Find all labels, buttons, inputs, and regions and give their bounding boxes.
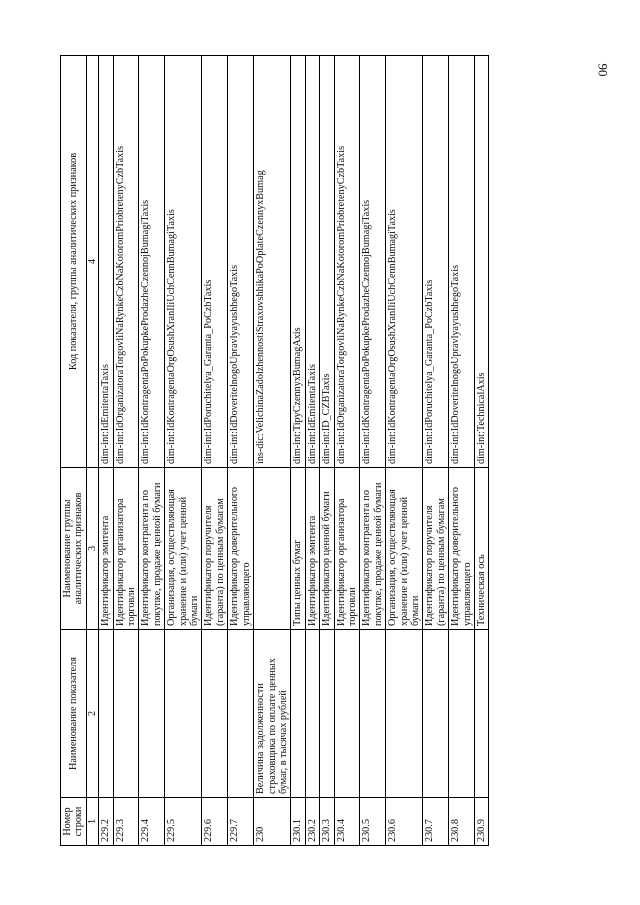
- cell-code: dim-int:IdDoveritelnogoUpravlyayushhegoTaxis: [449, 56, 475, 468]
- rotated-page-content: [60, 56, 585, 846]
- cell-row-number: 230.9: [475, 798, 489, 846]
- cell-indicator-name: [334, 630, 360, 798]
- header-row-number: Номер строки: [61, 798, 87, 846]
- cell-group-name: Идентификатор организатора торговли: [334, 468, 360, 630]
- cell-row-number: 229.5: [165, 798, 202, 846]
- table-row: [320, 56, 334, 846]
- table-row: [228, 56, 254, 846]
- cell-indicator-name: [165, 630, 202, 798]
- indicators-table: [60, 55, 489, 846]
- table-row: [423, 56, 449, 846]
- cell-group-name: Техническая ось: [475, 468, 489, 630]
- cell-group-name: Идентификатор доверительного управляющего: [449, 468, 475, 630]
- cell-indicator-name: [139, 630, 165, 798]
- cell-row-number: 229.6: [202, 798, 228, 846]
- cell-group-name: Организация, осуществляющая хранение и (или) учет ценной бумаги: [386, 468, 423, 630]
- cell-indicator-name: [202, 630, 228, 798]
- table-header-row: [61, 56, 87, 846]
- table-row: [475, 56, 489, 846]
- cell-code: dim-int:IdOrganizatoraTorgovliNaRynkeCzbNaKotoromPriobretenyCzbTaxis: [334, 56, 360, 468]
- cell-row-number: 230.6: [386, 798, 423, 846]
- cell-group-name: Идентификатор ценной бумаги: [320, 468, 334, 630]
- cell-code: dim-int:TechnicalAxis: [475, 56, 489, 468]
- cell-indicator-name: [320, 630, 334, 798]
- table-row: [449, 56, 475, 846]
- cell-row-number: 229.2: [99, 798, 113, 846]
- column-number: 2: [86, 630, 98, 798]
- table-row: [291, 56, 305, 846]
- cell-group-name: [254, 468, 291, 630]
- cell-row-number: 230.1: [291, 798, 305, 846]
- column-number: 4: [86, 56, 98, 468]
- cell-indicator-name: [386, 630, 423, 798]
- column-number: 3: [86, 468, 98, 630]
- cell-code: dim-int:IdKontragentaPoPokupkeProdazheCzennojBumagiTaxis: [139, 56, 165, 468]
- cell-group-name: Типы ценных бумаг: [291, 468, 305, 630]
- cell-code: dim-int:IdDoveritelnogoUpravlyayushhegoTaxis: [228, 56, 254, 468]
- cell-row-number: 229.4: [139, 798, 165, 846]
- header-code: Код показателя, группы аналитических признаков: [61, 56, 87, 468]
- cell-group-name: Идентификатор организатора торговли: [113, 468, 139, 630]
- cell-code: dim-int:IdKontragentaOrgOsushXranIliUchCennBumagiTaxis: [165, 56, 202, 468]
- cell-group-name: Идентификатор эмитента: [305, 468, 319, 630]
- cell-group-name: Идентификатор доверительного управляющего: [228, 468, 254, 630]
- table-row: [386, 56, 423, 846]
- cell-row-number: 230.2: [305, 798, 319, 846]
- page-number: 90: [595, 63, 611, 77]
- cell-row-number: 229.7: [228, 798, 254, 846]
- cell-indicator-name: [291, 630, 305, 798]
- cell-indicator-name: Величина задолженности страховщика по оплате ценных бумаг, в тысячах рублей: [254, 630, 291, 798]
- cell-code: dim-int:IdOrganizatoraTorgovliNaRynkeCzbNaKotoromPriobretenyCzbTaxis: [113, 56, 139, 468]
- column-number-row: [86, 56, 98, 846]
- cell-code: dim-int:IdKontragentaOrgOsushXranIliUchCennBumagiTaxis: [386, 56, 423, 468]
- table-row: [254, 56, 291, 846]
- cell-code: dim-int:IdPoruchitelya_Garanta_PoCzbTaxis: [423, 56, 449, 468]
- cell-row-number: 230.7: [423, 798, 449, 846]
- cell-indicator-name: [360, 630, 386, 798]
- table-row: [165, 56, 202, 846]
- cell-group-name: Идентификатор поручителя (гаранта) по ценным бумагам: [202, 468, 228, 630]
- cell-indicator-name: [475, 630, 489, 798]
- cell-code: dim-int:IdEmitentaTaxis: [305, 56, 319, 468]
- table-row: [99, 56, 113, 846]
- cell-group-name: Идентификатор контрагента по покупке, продаже ценной бумаги: [360, 468, 386, 630]
- cell-row-number: 230.4: [334, 798, 360, 846]
- cell-code: dim-int:IdPoruchitelya_Garanta_PoCzbTaxis: [202, 56, 228, 468]
- column-number: 1: [86, 798, 98, 846]
- cell-code: dim-int:IdKontragentaPoPokupkeProdazheCzennojBumagiTaxis: [360, 56, 386, 468]
- table-row: [113, 56, 139, 846]
- cell-indicator-name: [423, 630, 449, 798]
- cell-code: dim-int:TipyCzennyxBumagAxis: [291, 56, 305, 468]
- cell-row-number: 230: [254, 798, 291, 846]
- cell-code: dim-int:IdEmitentaTaxis: [99, 56, 113, 468]
- header-indicator-name: Наименование показателя: [61, 630, 87, 798]
- cell-indicator-name: [305, 630, 319, 798]
- table-row: [305, 56, 319, 846]
- cell-code: dim-int:ID_CZBTaxis: [320, 56, 334, 468]
- cell-group-name: Идентификатор контрагента по покупке, продаже ценной бумаги: [139, 468, 165, 630]
- table-row: [360, 56, 386, 846]
- cell-indicator-name: [113, 630, 139, 798]
- cell-group-name: Идентификатор поручителя (гаранта) по ценным бумагам: [423, 468, 449, 630]
- cell-row-number: 229.3: [113, 798, 139, 846]
- cell-indicator-name: [228, 630, 254, 798]
- table-row: [202, 56, 228, 846]
- cell-row-number: 230.8: [449, 798, 475, 846]
- cell-group-name: Организация, осуществляющая хранение и (или) учет ценной бумаги: [165, 468, 202, 630]
- cell-indicator-name: [99, 630, 113, 798]
- cell-row-number: 230.5: [360, 798, 386, 846]
- cell-row-number: 230.3: [320, 798, 334, 846]
- header-group-name: Наименование группы аналитических признаков: [61, 468, 87, 630]
- cell-indicator-name: [449, 630, 475, 798]
- table-row: [139, 56, 165, 846]
- cell-group-name: Идентификатор эмитента: [99, 468, 113, 630]
- cell-code: ins-dic:VelichinaZadolzhennostiStraxovshhikaPoOplateCzennyxBumag: [254, 56, 291, 468]
- table-row: [334, 56, 360, 846]
